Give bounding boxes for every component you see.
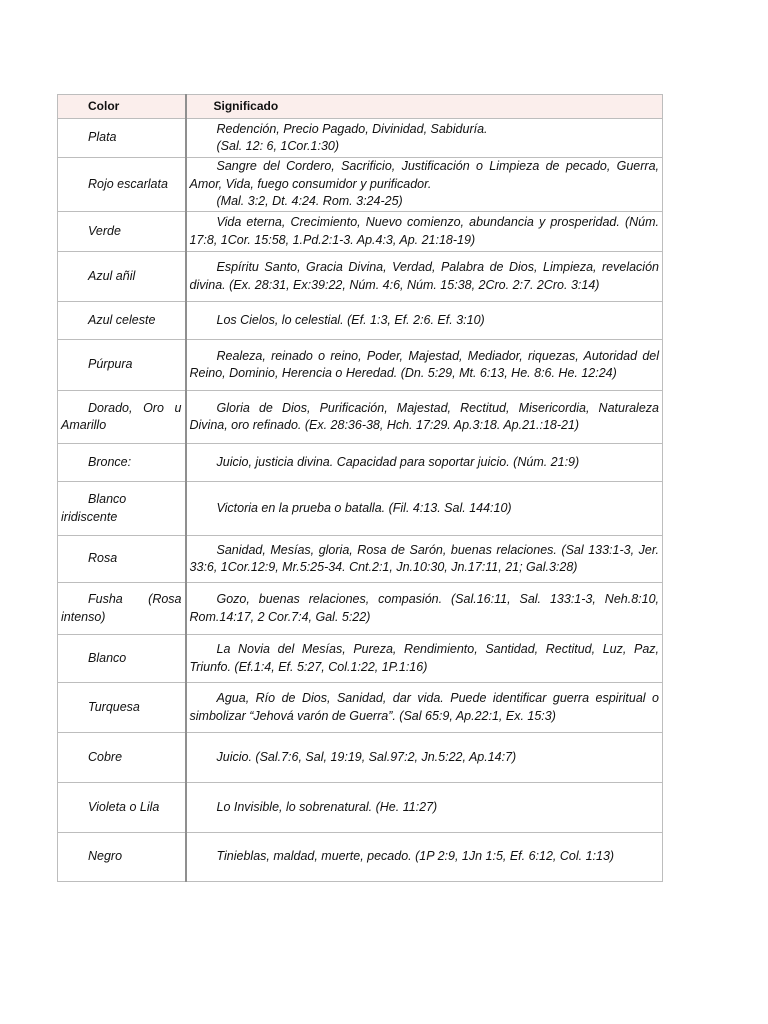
- table-row: [58, 733, 663, 783]
- meaning-cell: [186, 482, 663, 536]
- meaning-text: Gloria de Dios, Purificación, Majestad, Rectitud, Misericordia, Naturaleza Divina, oro refinado. (Ex. 28:36-38, Hch. 17:29. Ap.3:18. Ap.21.:18-21): [189, 400, 659, 432]
- table-row: [58, 158, 663, 212]
- meaning-cell: [186, 391, 663, 444]
- meaning-cell: [186, 444, 663, 482]
- meaning-cell: [186, 536, 663, 583]
- meaning-cell: [186, 340, 663, 391]
- column-header-color: Color: [58, 95, 186, 119]
- meaning-text: La Novia del Mesías, Pureza, Rendimiento, Santidad, Rectitud, Luz, Paz, Triunfo. (Ef.1:4, Ef. 5:27, Col.1:22, 1P.1:16): [189, 642, 659, 674]
- color-name-cell: Verde: [58, 212, 186, 252]
- table-row: [58, 583, 663, 635]
- meaning-text: Vida eterna, Crecimiento, Nuevo comienzo, abundancia y prosperidad. (Núm. 17:8, 1Cor. 15:58, 1.Pd.2:1-3. Ap.4:3, Ap. 21:18-19): [189, 215, 659, 247]
- meaning-text: Sangre del Cordero, Sacrificio, Justificación o Limpieza de pecado, Guerra, Amor, Vida, fuego consumidor y purificador.: [189, 159, 659, 191]
- meaning-text: Victoria en la prueba o batalla. (Fil. 4:13. Sal. 144:10): [216, 500, 512, 515]
- table-row: [58, 833, 663, 882]
- table-row: [58, 444, 663, 482]
- table-body: [58, 119, 663, 882]
- color-name-cell: Negro: [58, 833, 186, 882]
- color-name-cell: Plata: [58, 119, 186, 158]
- meaning-cell: [186, 302, 663, 340]
- meaning-text: Juicio. (Sal.7:6, Sal, 19:19, Sal.97:2, Jn.5:22, Ap.14:7): [216, 749, 517, 764]
- color-name-cell: Azul añil: [58, 252, 186, 302]
- color-name-cell: Púrpura: [58, 340, 186, 391]
- color-meaning-table: [57, 94, 663, 882]
- meaning-cell: [186, 212, 663, 252]
- table-row: [58, 536, 663, 583]
- scripture-references: (Mal. 3:2, Dt. 4:24. Rom. 3:24-25): [216, 194, 403, 209]
- scripture-references: (Sal. 12: 6, 1Cor.1:30): [216, 139, 340, 153]
- color-name-cell: Rojo escarlata: [58, 158, 186, 212]
- meaning-cell: [186, 733, 663, 783]
- table-row: [58, 302, 663, 340]
- meaning-cell: [186, 783, 663, 833]
- meaning-cell: [186, 158, 663, 212]
- color-name-cell: Cobre: [58, 733, 186, 783]
- color-name-cell: Violeta o Lila: [58, 783, 186, 833]
- meaning-cell: [186, 683, 663, 733]
- table-header: [58, 95, 663, 119]
- table-row: [58, 482, 663, 536]
- header-row: [58, 95, 663, 119]
- meaning-text: Sanidad, Mesías, gloria, Rosa de Sarón, buenas relaciones. (Sal 133:1-3, Jer. 33:6, 1Cor.12:9, Mr.5:25-34. Cnt.2:1, Jn.10:30, Jn.17:11, 21; Gal.3:28): [189, 542, 659, 574]
- color-name-cell: Blanco: [58, 635, 186, 683]
- color-name-cell: Turquesa: [58, 683, 186, 733]
- color-name-cell: Blanco iridiscente: [58, 482, 186, 536]
- meaning-cell: [186, 833, 663, 882]
- meaning-cell: [186, 119, 663, 158]
- color-name-cell: Rosa: [58, 536, 186, 583]
- meaning-text: Realeza, reinado o reino, Poder, Majestad, Mediador, riquezas, Autoridad del Reino, Dominio, Herencia o Heredad. (Dn. 5:29, Mt. 6:13, He. 8:6. He. 12:24): [189, 348, 659, 380]
- table-row: [58, 683, 663, 733]
- table-row: [58, 340, 663, 391]
- meaning-text: Lo Invisible, lo sobrenatural. (He. 11:27): [216, 799, 438, 814]
- meaning-cell: [186, 252, 663, 302]
- color-name-cell: Dorado, Oro u Amarillo: [58, 391, 186, 444]
- meaning-text: Agua, Río de Dios, Sanidad, dar vida. Puede identificar guerra espiritual o simbolizar “Jehová varón de Guerra”. (Sal 65:9, Ap.22:1, Ex. 15:3): [189, 691, 659, 723]
- table-row: [58, 119, 663, 158]
- meaning-text: Espíritu Santo, Gracia Divina, Verdad, Palabra de Dios, Limpieza, revelación divina. (Ex. 28:31, Ex:39:22, Núm. 4:6, Núm. 15:38, 2Cro. 2:7. 2Cro. 3:14): [189, 260, 659, 292]
- table-row: [58, 635, 663, 683]
- meaning-text: Tinieblas, maldad, muerte, pecado. (1P 2:9, 1Jn 1:5, Ef. 6:12, Col. 1:13): [216, 849, 615, 864]
- meaning-cell: [186, 635, 663, 683]
- color-name-cell: Fusha (Rosa intenso): [58, 583, 186, 635]
- color-name-cell: Bronce:: [58, 444, 186, 482]
- meaning-text: Juicio, justicia divina. Capacidad para soportar juicio. (Núm. 21:9): [216, 454, 580, 469]
- table-row: [58, 212, 663, 252]
- meaning-text: Los Cielos, lo celestial. (Ef. 1:3, Ef. 2:6. Ef. 3:10): [216, 312, 485, 327]
- table-row: [58, 391, 663, 444]
- table-row: [58, 252, 663, 302]
- color-name-cell: Azul celeste: [58, 302, 186, 340]
- meaning-text: Redención, Precio Pagado, Divinidad, Sabiduría.: [216, 121, 488, 136]
- table-row: [58, 783, 663, 833]
- meaning-cell: [186, 583, 663, 635]
- meaning-text: Gozo, buenas relaciones, compasión. (Sal.16:11, Sal. 133:1-3, Neh.8:10, Rom.14:17, 2 Cor.7:4, Gal. 5:22): [189, 592, 659, 624]
- column-header-meaning: Significado: [186, 95, 663, 119]
